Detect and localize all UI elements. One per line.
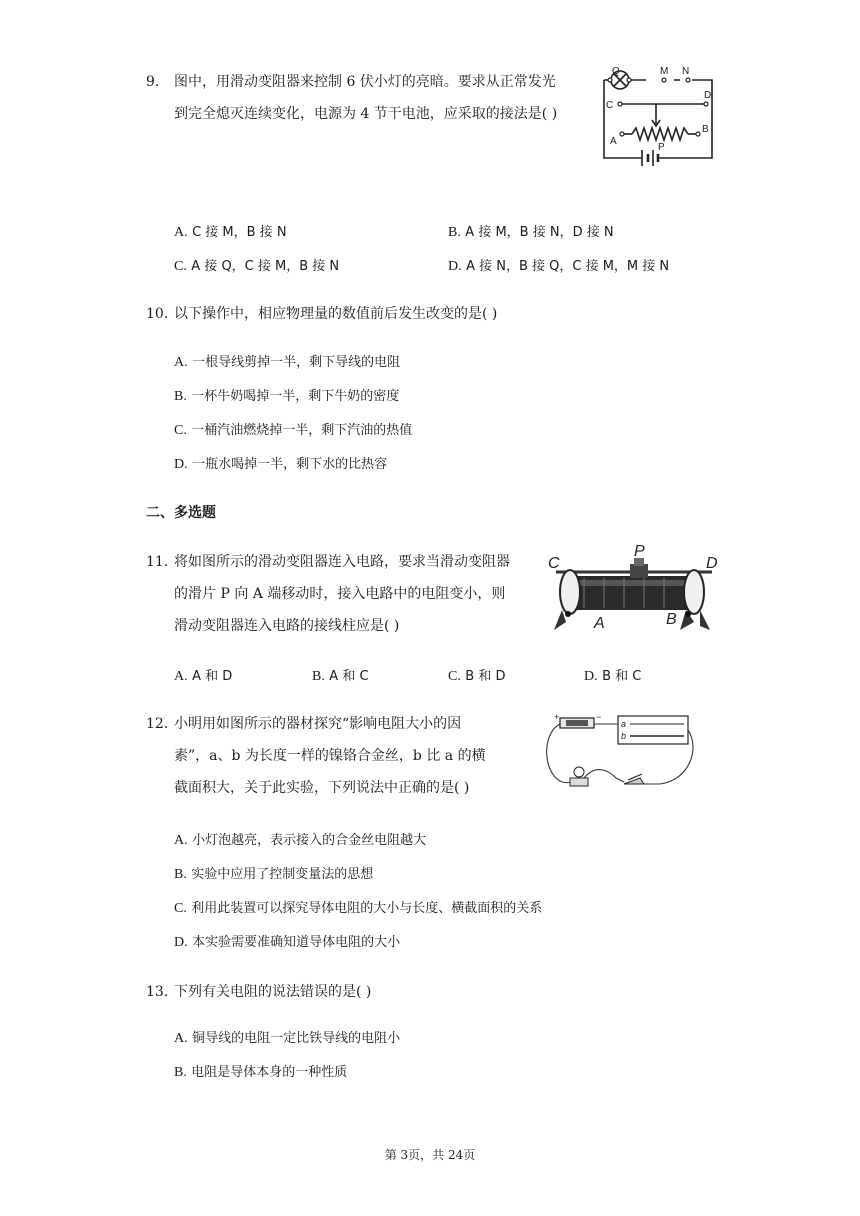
- q12-stem: [174, 708, 534, 804]
- q9-label-q: Q: [612, 66, 620, 77]
- q12-option-d-text: 本实验需要准确知道导体电阻的大小: [192, 935, 401, 950]
- q12-stem-line3: 截面积大，关于此实验，下列说法中正确的是( ): [174, 780, 470, 796]
- q9-label-b: B: [702, 124, 709, 135]
- q12-label-a: a: [621, 719, 627, 729]
- q11-option-b-text: A 和 C: [329, 669, 369, 684]
- q9-label-n: N: [682, 66, 690, 77]
- q9-stem-line2: 到完全熄灭连续变化，电源为 4 节干电池，应采取的接法是( ): [174, 106, 558, 122]
- q11-option-c[interactable]: C. B 和 D: [448, 669, 506, 684]
- q12-stem-line1: 小明用如图所示的器材探究“影响电阻大小的因: [174, 716, 462, 732]
- q11-option-a-text: A 和 D: [192, 669, 233, 684]
- q10-stem: 以下操作中，相应物理量的数值前后发生改变的是( ): [174, 306, 498, 322]
- q12-label-plus: +: [554, 712, 560, 722]
- q9-number: 9.: [146, 74, 160, 90]
- q11-option-a[interactable]: A. A 和 D: [174, 669, 233, 684]
- q10-option-d-text: 一瓶水喝掉一半，剩下水的比热容: [192, 457, 388, 472]
- q12-option-b[interactable]: B. 实验中应用了控制变量法的思想: [174, 867, 374, 882]
- section-heading: 二、多选题: [146, 505, 216, 521]
- q11-option-d[interactable]: D. B 和 C: [584, 669, 642, 684]
- q9-label-a: A: [610, 136, 617, 147]
- q10-option-c[interactable]: C. 一桶汽油燃烧掉一半，剩下汽油的热值: [174, 423, 413, 438]
- q11-label-p: P: [634, 543, 645, 560]
- q9-option-b[interactable]: B. A 接 M，B 接 N，D 接 N: [448, 225, 614, 240]
- q11-stem: [174, 546, 544, 642]
- q11-stem-line2: 的滑片 P 向 A 端移动时，接入电路中的电阻变小，则: [174, 586, 506, 602]
- q13-number: 13.: [146, 984, 169, 1000]
- q10-option-a-text: 一根导线剪掉一半，剩下导线的电阻: [192, 355, 401, 370]
- q11-rheostat-figure: [544, 542, 722, 638]
- q9-option-b-text: A 接 M，B 接 N，D 接 N: [465, 225, 614, 240]
- q12-option-d[interactable]: D. 本实验需要准确知道导体电阻的大小: [174, 935, 401, 950]
- q12-option-c[interactable]: C. 利用此装置可以探究导体电阻的大小与长度、横截面积的关系: [174, 901, 543, 916]
- q10-number: 10.: [146, 306, 169, 322]
- q11-number: 11.: [146, 554, 169, 570]
- q12-apparatus-figure: [540, 708, 702, 794]
- q9-option-c[interactable]: C. A 接 Q，C 接 M，B 接 N: [174, 259, 340, 274]
- q9-label-d: D: [704, 90, 712, 101]
- q11-stem-line3: 滑动变阻器连入电路的接线柱应是( ): [174, 618, 400, 634]
- q12-label-b: b: [621, 731, 627, 741]
- q12-option-a-text: 小灯泡越亮，表示接入的合金丝电阻越大: [192, 833, 427, 848]
- q13-option-a-text: 铜导线的电阻一定比铁导线的电阻小: [192, 1031, 401, 1046]
- q11-option-d-text: B 和 C: [602, 669, 642, 684]
- q9-circuit-figure: [598, 62, 720, 174]
- q9-option-c-text: A 接 Q，C 接 M，B 接 N: [191, 259, 340, 274]
- q10-option-d[interactable]: D. 一瓶水喝掉一半，剩下水的比热容: [174, 457, 388, 472]
- q10-option-b[interactable]: B. 一杯牛奶喝掉一半，剩下牛奶的密度: [174, 389, 400, 404]
- q12-label-minus: −: [596, 712, 602, 722]
- q9-option-d[interactable]: D. A 接 N，B 接 Q，C 接 M，M 接 N: [448, 259, 670, 274]
- q11-label-c: C: [548, 555, 560, 572]
- q10-option-c-text: 一桶汽油燃烧掉一半，剩下汽油的热值: [191, 423, 413, 438]
- q10-option-b-text: 一杯牛奶喝掉一半，剩下牛奶的密度: [191, 389, 400, 404]
- q11-label-a: A: [594, 615, 605, 632]
- q13-option-b-text: 电阻是导体本身的一种性质: [191, 1065, 348, 1080]
- q12-number: 12.: [146, 716, 169, 732]
- q9-option-a[interactable]: A. C 接 M，B 接 N: [174, 225, 287, 240]
- q11-label-d: D: [706, 555, 718, 572]
- q9-option-a-text: C 接 M，B 接 N: [192, 225, 287, 240]
- q13-option-a[interactable]: A. 铜导线的电阻一定比铁导线的电阻小: [174, 1031, 401, 1046]
- q13-option-b[interactable]: B. 电阻是导体本身的一种性质: [174, 1065, 348, 1080]
- q9-option-d-text: A 接 N，B 接 Q，C 接 M，M 接 N: [466, 259, 670, 274]
- q9-label-m: M: [660, 66, 669, 77]
- q12-option-c-text: 利用此装置可以探究导体电阻的大小与长度、横截面积的关系: [191, 901, 543, 916]
- q9-label-c: C: [606, 100, 614, 111]
- q12-option-b-text: 实验中应用了控制变量法的思想: [191, 867, 374, 882]
- q11-stem-line1: 将如图所示的滑动变阻器连入电路，要求当滑动变阻器: [174, 554, 510, 570]
- q11-option-b[interactable]: B. A 和 C: [312, 669, 369, 684]
- q12-option-a[interactable]: A. 小灯泡越亮，表示接入的合金丝电阻越大: [174, 833, 427, 848]
- q9-stem: [174, 66, 594, 130]
- q12-stem-line2: 素”，a、b 为长度一样的镍铬合金丝，b 比 a 的横: [174, 748, 486, 764]
- q10-option-a[interactable]: A. 一根导线剪掉一半，剩下导线的电阻: [174, 355, 401, 370]
- page-footer: 第 3页，共 24页: [384, 1148, 476, 1162]
- q13-stem: 下列有关电阻的说法错误的是( ): [174, 984, 372, 1000]
- q11-label-b: B: [666, 611, 677, 628]
- q9-label-p: P: [658, 142, 665, 153]
- q11-option-c-text: B 和 D: [465, 669, 506, 684]
- q9-stem-line1: 图中，用滑动变阻器来控制 6 伏小灯的亮暗。要求从正常发光: [174, 74, 556, 90]
